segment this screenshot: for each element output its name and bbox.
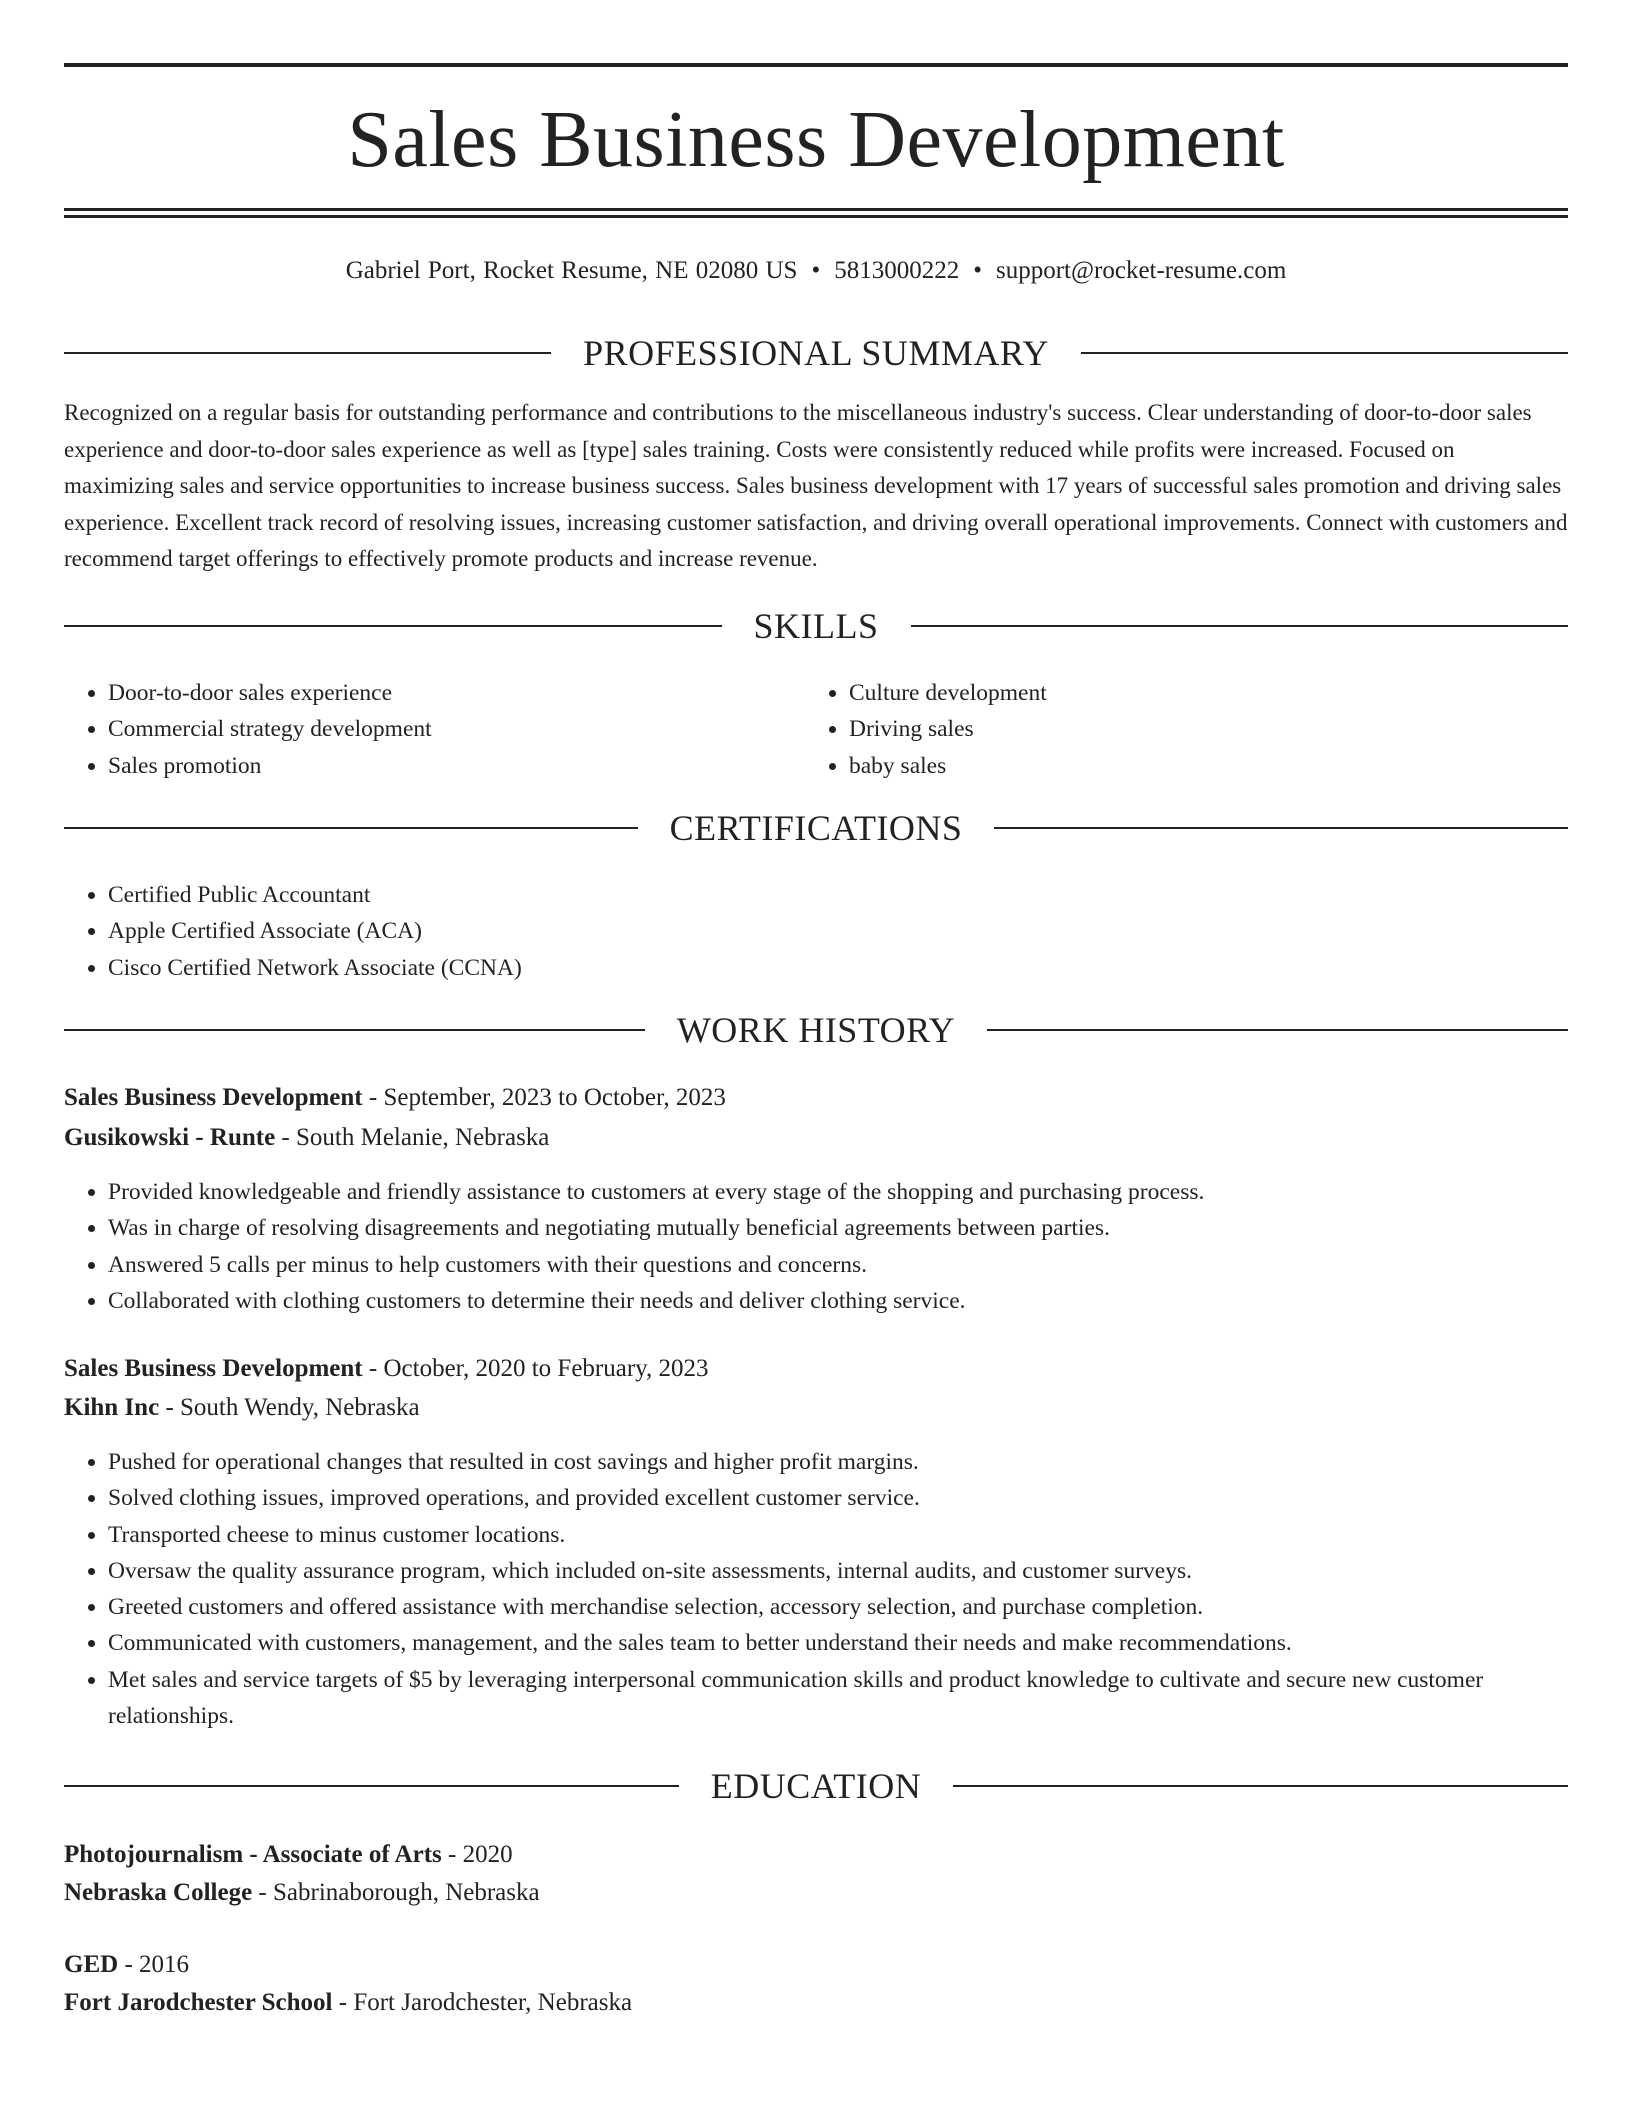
title-double-rule [64,208,1568,218]
contact-address: Gabriel Port, Rocket Resume, NE 02080 US [345,257,798,284]
section-heading-summary [64,331,1568,375]
job-bullet: • Pushed for operational changes that resulted in cost savings and higher profit margins. [108,1444,1568,1480]
job-dates: October, 2020 to February, 2023 [383,1355,709,1382]
job-location: South Melanie, Nebraska [296,1124,550,1151]
job-dates: September, 2023 to October, 2023 [383,1084,726,1111]
heading-rule [64,352,551,354]
summary-text: Recognized on a regular basis for outstanding performance and contributions to the miscellaneous industry's success. Clear understanding of door-to-door sales experience and door-to-door sales experience as well as [type] sales training. Costs were consistently reduced while profits were increased. Focused on maximizing sales and service opportunities to increase business success. Sales business development with 17 years of successful sales promotion and driving sales experience. Excellent track record of resolving issues, increasing customer satisfaction, and driving overall operational improvements. Connect with customers and recommend target offerings to effectively promote products and increase revenue. [64,400,1568,571]
job-bullet: • Transported cheese to minus customer locations. [108,1517,1568,1553]
section-title: PROFESSIONAL SUMMARY [583,333,1049,373]
section-heading-education [64,1764,1568,1808]
job-title: Sales Business Development [64,1084,363,1111]
job-company-line: Kihn Inc - South Wendy, Nebraska [64,1394,420,1421]
section-title: SKILLS [753,606,879,646]
education-location: Sabrinaborough, Nebraska [273,1879,540,1906]
job-bullets [64,1444,1568,1734]
education-location: Fort Jarodchester, Nebraska [353,1989,633,2016]
job-bullet: • Greeted customers and offered assistance with merchandise selection, accessory selection, and purchase completion. [108,1589,1568,1625]
heading-rule [64,1785,679,1787]
top-rule [64,63,1568,67]
section-title: WORK HISTORY [676,1010,956,1050]
resume-title: Sales Business Development [347,96,1285,184]
job-bullets [64,1174,1568,1319]
education-degree: Photojournalism - Associate of Arts [64,1841,442,1868]
education-school-line: Fort Jarodchester School - Fort Jarodchester, Nebraska [64,1989,633,2016]
heading-rule [994,827,1568,829]
skill-item: • baby sales [849,748,1549,784]
job-bullet: • Provided knowledgeable and friendly assistance to customers at every stage of the shopping and purchasing process. [108,1174,1568,1210]
education-degree: GED [64,1951,119,1978]
skills-list-right [805,675,1549,784]
heading-rule [987,1029,1568,1031]
job-title: Sales Business Development [64,1355,363,1382]
job-company-line: Gusikowski - Runte - South Melanie, Nebraska [64,1124,550,1151]
contact-separator: • [973,257,982,284]
skills-list-left [64,675,808,784]
contact-separator: • [811,257,821,284]
job-bullet: • Answered 5 calls per minus to help customers with their questions and concerns. [108,1247,1568,1283]
job-title-line: Sales Business Development - October, 2020 to February, 2023 [64,1355,709,1382]
job-title-line: Sales Business Development - September, 2023 to October, 2023 [64,1084,726,1111]
job-location: South Wendy, Nebraska [180,1394,420,1421]
skill-item: • Driving sales [849,711,1549,747]
education-degree-line: Photojournalism - Associate of Arts - 2020 [64,1841,513,1868]
skill-item: • Door-to-door sales experience [108,675,808,711]
job-bullet: • Oversaw the quality assurance program, which included on-site assessments, internal audits, and customer surveys. [108,1553,1568,1589]
certifications-list [64,877,1508,986]
section-heading-skills [64,604,1568,648]
contact-phone: 5813000222 [834,257,960,284]
job-bullet: • Collaborated with clothing customers to determine their needs and deliver clothing service. [108,1283,1568,1319]
certification-item: • Cisco Certified Network Associate (CCNA) [108,950,1508,986]
job-bullet: • Was in charge of resolving disagreements and negotiating mutually beneficial agreements between parties. [108,1210,1568,1246]
heading-rule [64,1029,645,1031]
job-bullet: • Met sales and service targets of $5 by leveraging interpersonal communication skills and product knowledge to cultivate and secure new customer relationships. [108,1662,1568,1735]
education-year: 2020 [462,1841,513,1868]
skill-item: • Sales promotion [108,748,808,784]
heading-rule [64,625,722,627]
contact-email: support@rocket-resume.com [996,257,1287,284]
job-company: Kihn Inc [64,1394,160,1421]
section-heading-certifications [64,806,1568,850]
heading-rule [1081,352,1568,354]
job-bullet: • Solved clothing issues, improved operations, and provided excellent customer service. [108,1480,1568,1516]
education-school-line: Nebraska College - Sabrinaborough, Nebraska [64,1879,540,1906]
job-company: Gusikowski - Runte [64,1124,276,1151]
section-heading-work-history [64,1008,1568,1052]
education-school: Nebraska College [64,1879,253,1906]
heading-rule [64,827,638,829]
job-bullet: • Communicated with customers, management, and the sales team to better understand their needs and make recommendations. [108,1625,1568,1661]
heading-rule [911,625,1569,627]
skill-item: • Commercial strategy development [108,711,808,747]
education-degree-line: GED - 2016 [64,1951,190,1978]
section-title: EDUCATION [710,1766,922,1806]
heading-rule [953,1785,1568,1787]
contact-line [64,254,1568,288]
education-year: 2016 [139,1951,190,1978]
certification-item: • Apple Certified Associate (ACA) [108,913,1508,949]
section-title: CERTIFICATIONS [669,808,963,848]
skill-item: • Culture development [849,675,1549,711]
certification-item: • Certified Public Accountant [108,877,1508,913]
education-school: Fort Jarodchester School [64,1989,333,2016]
